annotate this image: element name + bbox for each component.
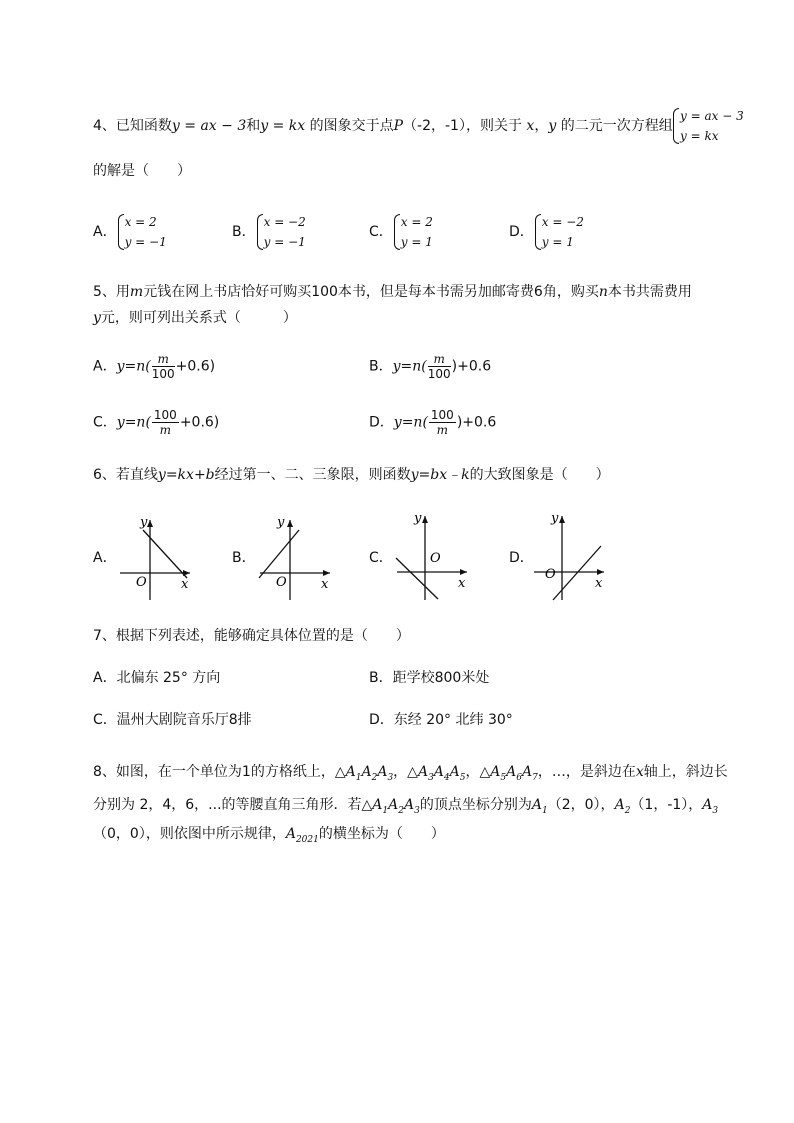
x-axis-label: x xyxy=(321,577,329,592)
q8-stem-line2: 分别为 2，4，6，...的等腰直角三角形．若$\triangle A_1A_2A_3$的顶点坐标分别为$A_1(2$，0），$A_2(1$，-1），$A_3$ xyxy=(93,797,719,816)
y-axis-arrow xyxy=(147,520,153,527)
q7-option-c[interactable]: C．温州大剧院音乐厅8排 xyxy=(93,712,252,728)
q6-graph-d[interactable] xyxy=(529,508,609,602)
q8-stem-line1: 8、如图，在一个单位为1的方格纸上，$\triangle A_1A_2A_3$，$\triangle A_3A_4A_5$，$\triangle A_5A_6A_7$，…，是斜边在x轴上，斜边长 xyxy=(93,764,728,783)
q6-option-a-label[interactable]: A． xyxy=(93,550,117,566)
q7-option-d[interactable]: D．东经 20° 北纬 30° xyxy=(369,712,513,728)
q6-stem: 6、若直线y=kx+b经过第一、二、三象限，则函数y=bx﹣k的大致图象是（ ） xyxy=(93,467,610,483)
x-axis-arrow xyxy=(597,569,604,575)
y-axis-label: y xyxy=(414,511,422,526)
q6-option-d-label[interactable]: D． xyxy=(509,550,534,566)
q7-option-b[interactable]: B．距学校800米处 xyxy=(369,670,490,686)
q4-option-b[interactable]: B． x = −2 y = −1 xyxy=(232,212,306,252)
q5-stem-line2: y元，则可列出关系式（ ） xyxy=(93,310,297,326)
q5-option-c[interactable]: C．y=n( $\frac{100}{m}$ +0.6) xyxy=(93,408,220,437)
y-axis-label: y xyxy=(277,515,285,530)
function-line xyxy=(553,546,601,600)
q4-option-d[interactable]: D． x = −2 y = 1 xyxy=(509,212,584,252)
origin-label: O xyxy=(430,551,441,566)
q4-stem-line2: 的解是（ ） xyxy=(93,163,191,179)
x-axis-arrow xyxy=(323,570,330,576)
q6-option-c-label[interactable]: C． xyxy=(369,550,393,566)
q5-option-d[interactable]: D．y=n( $\frac{100}{m}$ )+0.6 xyxy=(369,408,497,437)
origin-label: O xyxy=(276,575,287,590)
origin-label: O xyxy=(545,567,556,582)
q7-stem: 7、根据下列表述，能够确定具体位置的是（ ） xyxy=(93,628,410,644)
q5-option-a[interactable]: A．y=n( $\frac{m}{100}$ +0.6) xyxy=(93,352,216,381)
y-axis-label: y xyxy=(551,511,559,526)
q6-graph-a[interactable] xyxy=(115,512,195,602)
q4-option-c[interactable]: C． x = 2 y = 1 xyxy=(369,212,433,252)
q7-option-a[interactable]: A．北偏东 25° 方向 xyxy=(93,670,221,686)
q5-option-b[interactable]: B．y=n( $\frac{m}{100}$ )+0.6 xyxy=(369,352,492,381)
y-axis-label: y xyxy=(140,515,148,530)
q4-stem: 4、已知函数y = ax − 3和y = kx 的图象交于点P（-2，-1），则关于 x，y 的二元一次方程组 xyxy=(93,118,673,134)
x-axis-label: x xyxy=(458,576,466,591)
q6-graph-c[interactable] xyxy=(392,508,472,602)
q8-stem-line3: （0，0），则依图中所示规律，$A_{2021}$的横坐标为（ ） xyxy=(93,826,445,845)
x-axis-label: x xyxy=(595,576,603,591)
y-axis-arrow xyxy=(559,516,565,523)
origin-label: O xyxy=(136,575,147,590)
y-axis-arrow xyxy=(287,520,293,527)
x-axis-label: x xyxy=(181,577,189,592)
q6-graph-b[interactable] xyxy=(255,512,335,602)
function-line xyxy=(259,530,299,578)
y-axis-arrow xyxy=(422,516,428,523)
q5-stem: 5、用m元钱在网上书店恰好可购买100本书，但是每本书需另加邮寄费6角，购买n本书共需费用 xyxy=(93,284,692,300)
x-axis-arrow xyxy=(460,569,467,575)
q6-option-b-label[interactable]: B． xyxy=(232,550,256,566)
q4-equation-system: y = ax − 3 y = kx xyxy=(672,106,744,146)
q4-option-a[interactable]: A． x = 2 y = −1 xyxy=(93,212,167,252)
